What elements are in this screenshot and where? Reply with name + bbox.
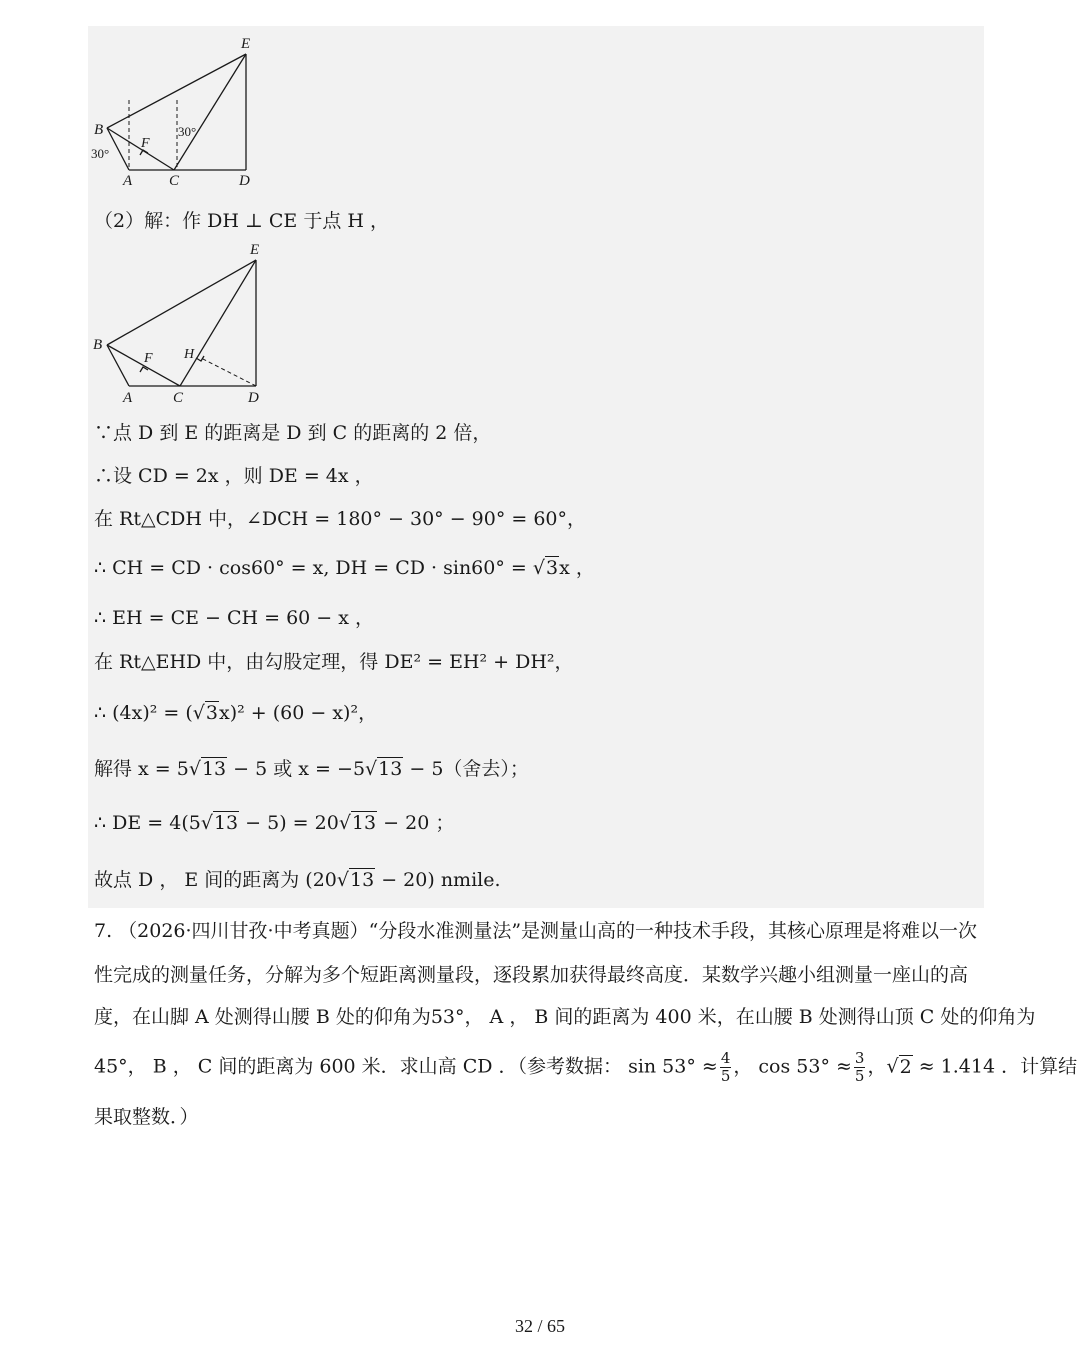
solution-eh: ∴ EH = CE − CH = 60 − x ， [94,607,375,629]
sqrt-value: 3 [545,557,559,579]
angle-left: 30° [91,146,110,161]
text: ∴ DE = 4(5 [94,812,201,834]
text: − 5 或 x = −5 [227,758,366,780]
label-e: E [241,36,251,52]
label-c: C [169,173,180,189]
question-7-line-3: 度，在山脚 A 处测得山腰 B 处的仰角为53°， A ， B 间的距离为 400 米，在山腰 B 处测得山顶 C 处的仰角为 [94,1006,1036,1028]
solution-ch-dh: ∴ CH = CD · cos60° = x, DH = CD · sin60° = √3x ， [94,557,595,579]
sqrt-value: 13 [350,869,375,891]
label-a: A [123,390,133,406]
denominator: 5 [720,1067,731,1085]
numerator: 3 [854,1049,865,1067]
label-f: F [144,351,153,366]
numerator: 4 [720,1049,731,1067]
text: ∴ (4x)² = ( [94,702,193,724]
text: − 5) = 20 [239,812,339,834]
sqrt-value: 2 [899,1055,912,1078]
text: 解得 x = 5 [94,758,189,780]
solution-final: 故点 D ， E 间的距离为 (20√13 − 20) nmile. [94,869,501,891]
solution-equation: ∴ (4x)² = (√3x)² + (60 − x)²， [94,702,378,724]
denominator: 5 [854,1067,865,1085]
label-b: B [93,337,103,353]
text: − 20 ； [377,812,455,834]
question-7-line-4: 45°， B ， C 间的距离为 600 米．求山高 CD ．（参考数据： sin 53° ≈ $\frac{4}{5}$ ， cos 53° ≈ $\frac{3}{5}$ ，√2 ≈ 1.414 ．计算结 [94,1049,1078,1085]
text: ∴ CH = CD · cos60° = x, DH = CD · sin60° = [94,557,533,579]
text: 45°， B ， C 间的距离为 600 米．求山高 CD ．（参考数据： sin 53° ≈ [94,1055,718,1078]
text: x)² + (60 − x)²， [219,702,378,724]
label-d: D [239,173,250,189]
solution-de: ∴ DE = 4(5√13 − 5) = 20√13 − 20 ； [94,812,455,834]
label-a: A [123,173,133,189]
solution-let: ∴设 CD = 2x ，则 DE = 4x ， [94,465,374,487]
text: − 5（舍去）； [403,758,529,780]
text: x ， [559,557,595,579]
figure-1-diagram [88,30,278,192]
sqrt-value: 3 [205,702,218,724]
solution-pythagoras: 在 Rt△EHD 中，由勾股定理，得 DE² = EH² + DH²， [94,651,574,673]
text: − 20) nmile. [375,869,501,891]
label-d: D [248,390,259,406]
figure-2-diagram [88,238,278,408]
label-f: F [141,136,150,151]
question-7-line-2: 性完成的测量任务，分解为多个短距离测量段，逐段累加获得最终高度．某数学兴趣小组测量一座山的高 [94,964,969,986]
text: ， [867,1055,887,1078]
fraction-4-5 [720,1050,732,1085]
text: 故点 D ， E 间的距离为 (20 [94,869,337,891]
question-7-line-1: 7. （2026·四川甘孜·中考真题）“分段水准测量法”是测量山高的一种技术手段，其核心原理是将难以一次 [94,920,978,942]
angle-right: 30° [178,124,197,139]
label-h: H [184,347,195,362]
label-b: B [94,122,104,138]
solution-because: ∵点 D 到 E 的距离是 D 到 C 的距离的 2 倍， [94,422,492,444]
sqrt-value: 13 [201,758,227,780]
question-7-line-5: 果取整数．） [94,1106,199,1128]
label-c: C [173,390,184,406]
fraction-3-5 [854,1050,866,1085]
text: ≈ 1.414 ．计算结 [912,1055,1078,1078]
solution-angle: 在 Rt△CDH 中，∠DCH = 180° − 30° − 90° = 60°， [94,508,587,530]
sqrt-value: 13 [213,812,239,834]
label-e: E [250,242,260,258]
sqrt-value: 13 [351,812,377,834]
sqrt-value: 13 [378,758,403,780]
solution-step-intro: （2）解：作 DH ⊥ CE 于点 H ， [94,210,389,232]
page-number: 32 / 65 [514,1316,565,1336]
solution-solve: 解得 x = 5√13 − 5 或 x = −5√13 − 5（舍去）； [94,758,529,780]
text: ， cos 53° ≈ [733,1055,852,1078]
